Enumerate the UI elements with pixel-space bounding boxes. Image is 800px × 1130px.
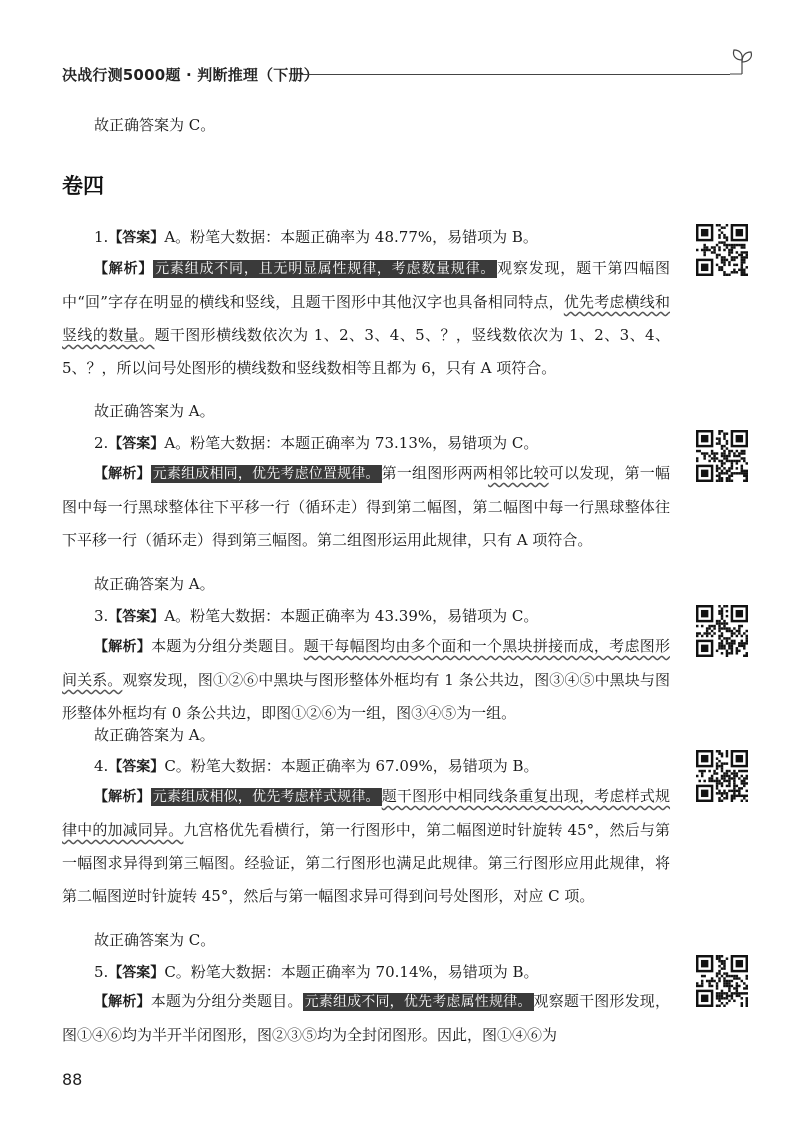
qr-code-icon[interactable]: [696, 430, 748, 482]
q4-conclusion: 故正确答案为 C。: [94, 931, 216, 949]
q4-answer-line: 4.【答案】C。粉笔大数据：本题正确率为 67.09%，易错项为 B。: [94, 757, 539, 775]
q2-highlight: 元素组成相同，优先考虑位置规律。: [152, 466, 380, 482]
intro-conclusion: 故正确答案为 C。: [94, 116, 216, 134]
page-number: 88: [62, 1070, 83, 1089]
qr-code-icon[interactable]: [696, 224, 748, 276]
q2-conclusion: 故正确答案为 A。: [94, 575, 215, 593]
running-header: [62, 60, 752, 100]
qr-code-icon[interactable]: [696, 605, 748, 657]
q2-answer-line: 2.【答案】A。粉笔大数据：本题正确率为 73.13%，易错项为 C。: [94, 434, 539, 452]
book-title: 决战行测5000题 · 判断推理（下册）: [62, 66, 319, 84]
q3-answer-line: 3.【答案】A。粉笔大数据：本题正确率为 43.39%，易错项为 C。: [94, 607, 539, 625]
header-rule: [300, 74, 730, 75]
q4-highlight: 元素组成相似，优先考虑样式规律。: [152, 789, 380, 805]
q5-answer-line: 5.【答案】C。粉笔大数据：本题正确率为 70.14%，易错项为 B。: [94, 963, 539, 981]
q5-highlight: 元素组成不同，优先考虑属性规律。: [304, 994, 532, 1010]
q3-analysis: 【解析】本题为分组分类题目。题干每幅图均由多个面和一个黑块拼接而成，考虑图形间关系。观察发现，图①②⑥中黑块与图形整体外框均有 1 条公共边，图③④⑤中黑块与图形整体外框均有 0 条公共边，即图①②⑥为一组，图③④⑤为一组。: [62, 637, 670, 722]
q3-conclusion: 故正确答案为 A。: [94, 726, 215, 744]
q1-answer-line: 1.【答案】A。粉笔大数据：本题正确率为 48.77%，易错项为 B。: [94, 228, 538, 246]
qr-code-icon[interactable]: [696, 750, 748, 802]
sprout-icon: [722, 44, 762, 84]
q2-analysis: 【解析】 元素组成相同，优先考虑位置规律。 第一组图形两两相邻比较可以发现，第一幅图中每一行黑球整体往下平移一行（循环走）得到第二幅图，第二幅图中每一行黑球整体往下平移一行（循环走）得到第三幅图。第二组图形运用此规律，只有 A 项符合。: [62, 464, 670, 549]
q1-conclusion: 故正确答案为 A。: [94, 402, 215, 420]
section-title: 卷四: [62, 174, 104, 198]
answer-label: 【答案】: [108, 230, 165, 246]
qr-code-icon[interactable]: [696, 955, 748, 1007]
q5-analysis: 【解析】本题为分组分类题目。 元素组成不同，优先考虑属性规律。 观察题干图形发现，图①④⑥均为半开半闭图形，图②③⑤均为全封闭图形。因此，图①④⑥为: [62, 992, 670, 1044]
q1-analysis: 【解析】 元素组成不同，且无明显属性规律，考虑数量规律。 观察发现，题干第四幅图中“回”字存在明显的横线和竖线，且题干图形中其他汉字也具备相同特点，优先考虑横线和竖线的数量。题干图形横线数依次为 1、2、3、4、5、？，竖线数依次为 1、2、3、4、5、？，所以问号处图形的横线数和竖线数相等且都为 6，只有 A 项符合。: [62, 259, 671, 377]
q4-analysis: 【解析】 元素组成相似，优先考虑样式规律。 题干图形中相同线条重复出现，考虑样式规律中的加减同异。九宫格优先看横行，第一行图形中，第二幅图逆时针旋转 45°，然后与第一幅图求异得到第三幅图。经验证，第二行图形也满足此规律。第三行图形应用此规律，将第二幅图逆时针旋转 45°，然后与第一幅图求异可得到问号处图形，对应 C 项。: [62, 787, 671, 905]
q1-highlight: 元素组成不同，且无明显属性规律，考虑数量规律。: [155, 261, 496, 277]
